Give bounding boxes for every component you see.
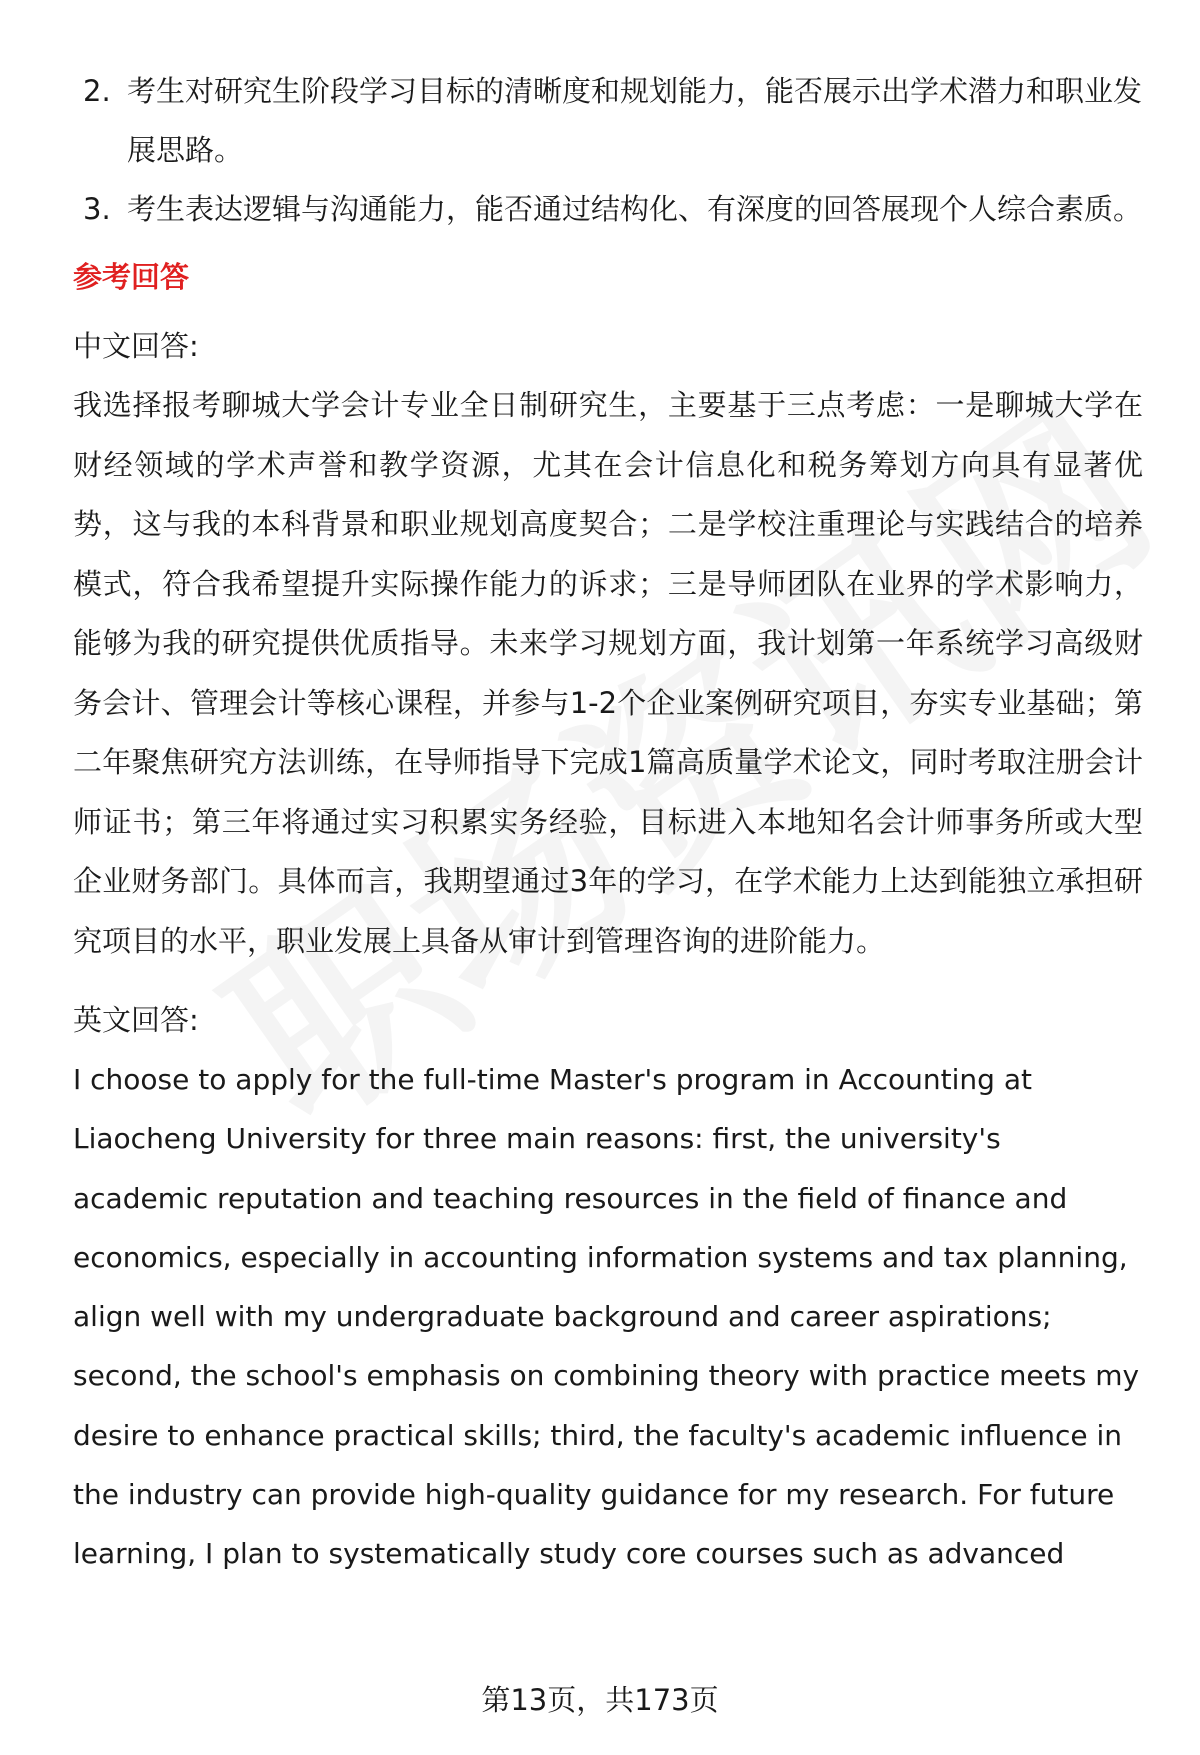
list-item-text: 考生对研究生阶段学习目标的清晰度和规划能力，能否展示出学术潜力和职业发展思路。 (127, 74, 1143, 167)
list-item-number: 2. (83, 74, 111, 108)
page-content (73, 62, 1143, 1584)
chinese-answer-label: 中文回答: (73, 329, 199, 363)
english-answer-label: 英文回答: (73, 1003, 199, 1037)
chinese-answer-paragraph: 我选择报考聊城大学会计专业全日制研究生，主要基于三点考虑：一是聊城大学在财经领域的学术声誉和教学资源，尤其在会计信息化和税务筹划方向具有显著优势，这与我的本科背景和职业规划高度契合；二是学校注重理论与实践结合的培养模式，符合我希望提升实际操作能力的诉求；三是导师团队在业界的学术影响力，能够为我的研究提供优质指导。未来学习规划方面，我计划第一年系统学习高级财务会计、管理会计等核心课程，并参与1-2个企业案例研究项目，夯实专业基础；第二年聚焦研究方法训练，在导师指导下完成1篇高质量学术论文，同时考取注册会计师证书；第三年将通过实习积累实务经验，目标进入本地知名会计师事务所或大型企业财务部门。具体而言，我期望通过3年的学习，在学术能力上达到能独立承担研究项目的水平，职业发展上具备从审计到管理咨询的进阶能力。 (73, 388, 1143, 958)
page-footer: 第13页，共173页 (481, 1683, 719, 1717)
english-answer-paragraph: I choose to apply for the full-time Master's program in Accounting at Liaocheng University for three main reasons: first, the university's academic reputation and teaching resources in the field of finance and economics, especially in accounting information systems and tax planning, align well with my undergraduate background and career aspirations; second, the school's emphasis on combining theory with practice meets my desire to enhance practical skills; third, the faculty's academic influence in the industry can provide high-quality guidance for my research. For future learning, I plan to systematically study core courses such as advanced (73, 1063, 1140, 1571)
criteria-list (73, 62, 1143, 239)
reference-answer-heading: 参考回答 (73, 260, 190, 294)
list-item (73, 62, 1143, 180)
list-item-number: 3. (83, 192, 111, 226)
section-spacer (73, 971, 1143, 991)
list-item-text: 考生表达逻辑与沟通能力，能否通过结构化、有深度的回答展现个人综合素质。 (127, 192, 1143, 226)
list-item (73, 180, 1143, 239)
